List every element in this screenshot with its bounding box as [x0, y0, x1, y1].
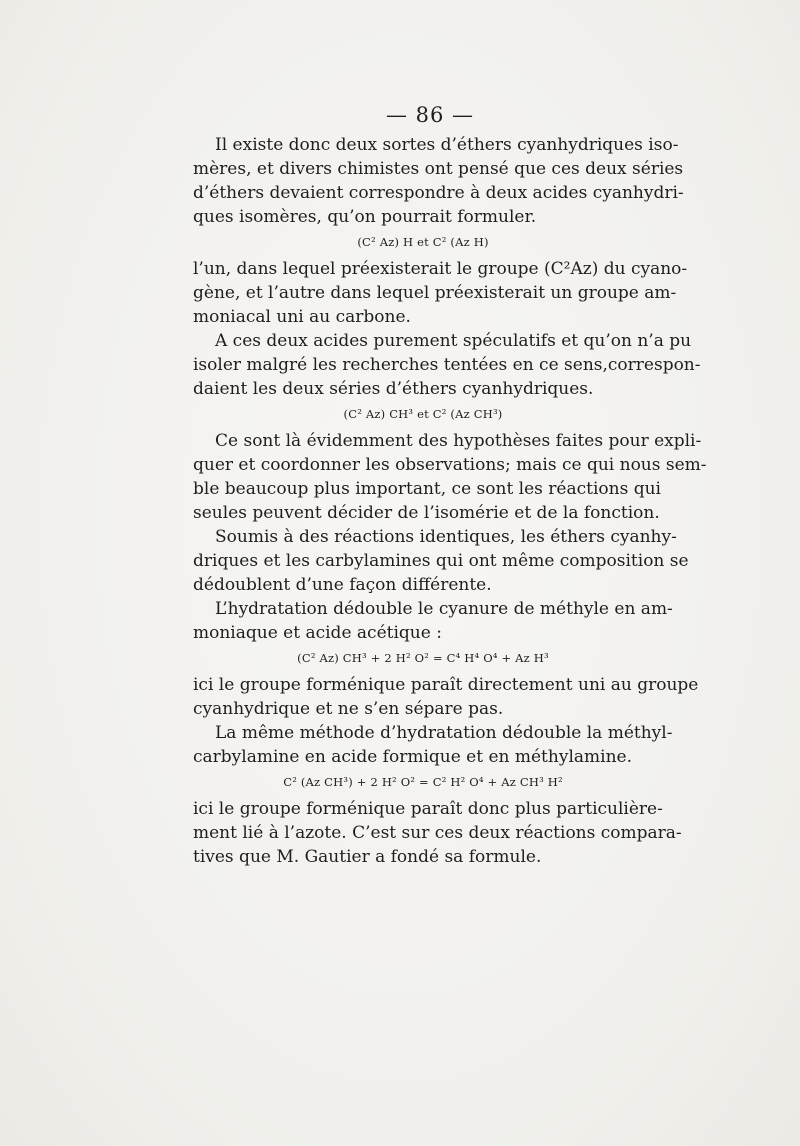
paragraph-2	[193, 257, 688, 329]
text-line: Soumis à des réactions identiques, les éthers cyanhy-	[215, 527, 677, 547]
text-line: isoler malgré les recherches tentées en ce sens,correspon-	[193, 355, 701, 375]
paragraph-4	[193, 429, 707, 525]
text-line: ble beaucoup plus important, ce sont les réactions qui	[193, 479, 661, 499]
text-line: moniaque et acide acétique :	[193, 623, 442, 643]
text-line: moniacal uni au carbone.	[193, 307, 411, 327]
paragraph-5	[193, 525, 689, 597]
text-line: dédoublent d’une façon différente.	[193, 575, 492, 595]
paragraph-3	[193, 329, 701, 401]
text-line: L’hydratation dédouble le cyanure de méthyle en am-	[215, 599, 673, 619]
text-line: carbylamine en acide formique et en méthylamine.	[193, 747, 632, 767]
text-line: A ces deux acides purement spéculatifs et qu’on n’a pu	[215, 331, 692, 351]
formula-3: (C² Az) CH³ + 2 H² O² = C⁴ H⁴ O⁴ + Az H³	[297, 651, 549, 665]
text-line: daient les deux séries d’éthers cyanhydriques.	[193, 379, 594, 399]
text-line: Il existe donc deux sortes d’éthers cyanhydriques iso-	[215, 135, 679, 155]
formula-2: (C² Az) CH³ et C² (Az CH³)	[343, 407, 503, 421]
text-line: quer et coordonner les observations; mais ce qui nous sem-	[193, 455, 707, 475]
text-line: ment lié à l’azote. C’est sur ces deux réactions compara-	[193, 823, 682, 843]
text-body	[193, 133, 707, 869]
text-line: gène, et l’autre dans lequel préexisterait un groupe am-	[193, 283, 677, 303]
formula-4: C² (Az CH³) + 2 H² O² = C² H² O⁴ + Az CH³ H²	[283, 775, 563, 789]
text-line: seules peuvent décider de l’isomérie et de la fonction.	[193, 503, 660, 523]
text-line: La même méthode d’hydratation dédouble la méthyl-	[215, 723, 673, 743]
text-line: driques et les carbylamines qui ont même composition se	[193, 551, 689, 571]
text-line: mères, et divers chimistes ont pensé que ces deux séries	[193, 159, 684, 179]
paragraph-6	[193, 597, 673, 645]
paragraph-7	[193, 673, 699, 721]
text-line: l’un, dans lequel préexisterait le groupe (C²Az) du cyano-	[193, 259, 688, 279]
text-line: ici le groupe forménique paraît donc plus particulière-	[193, 799, 663, 819]
text-line: ici le groupe forménique paraît directement uni au groupe	[193, 675, 699, 695]
text-line: cyanhydrique et ne s’en sépare pas.	[193, 699, 504, 719]
text-line: tives que M. Gautier a fondé sa formule.	[193, 847, 542, 867]
paragraph-1	[193, 133, 684, 229]
formula-1: (C² Az) H et C² (Az H)	[357, 235, 489, 249]
paragraph-8	[193, 721, 673, 769]
text-line: d’éthers devaient correspondre à deux acides cyanhydri-	[193, 183, 684, 203]
text-line: Ce sont là évidemment des hypothèses faites pour expli-	[215, 431, 702, 451]
page-number: — 86 —	[385, 103, 475, 127]
paragraph-9	[193, 797, 682, 869]
text-line: ques isomères, qu’on pourrait formuler.	[193, 207, 537, 227]
